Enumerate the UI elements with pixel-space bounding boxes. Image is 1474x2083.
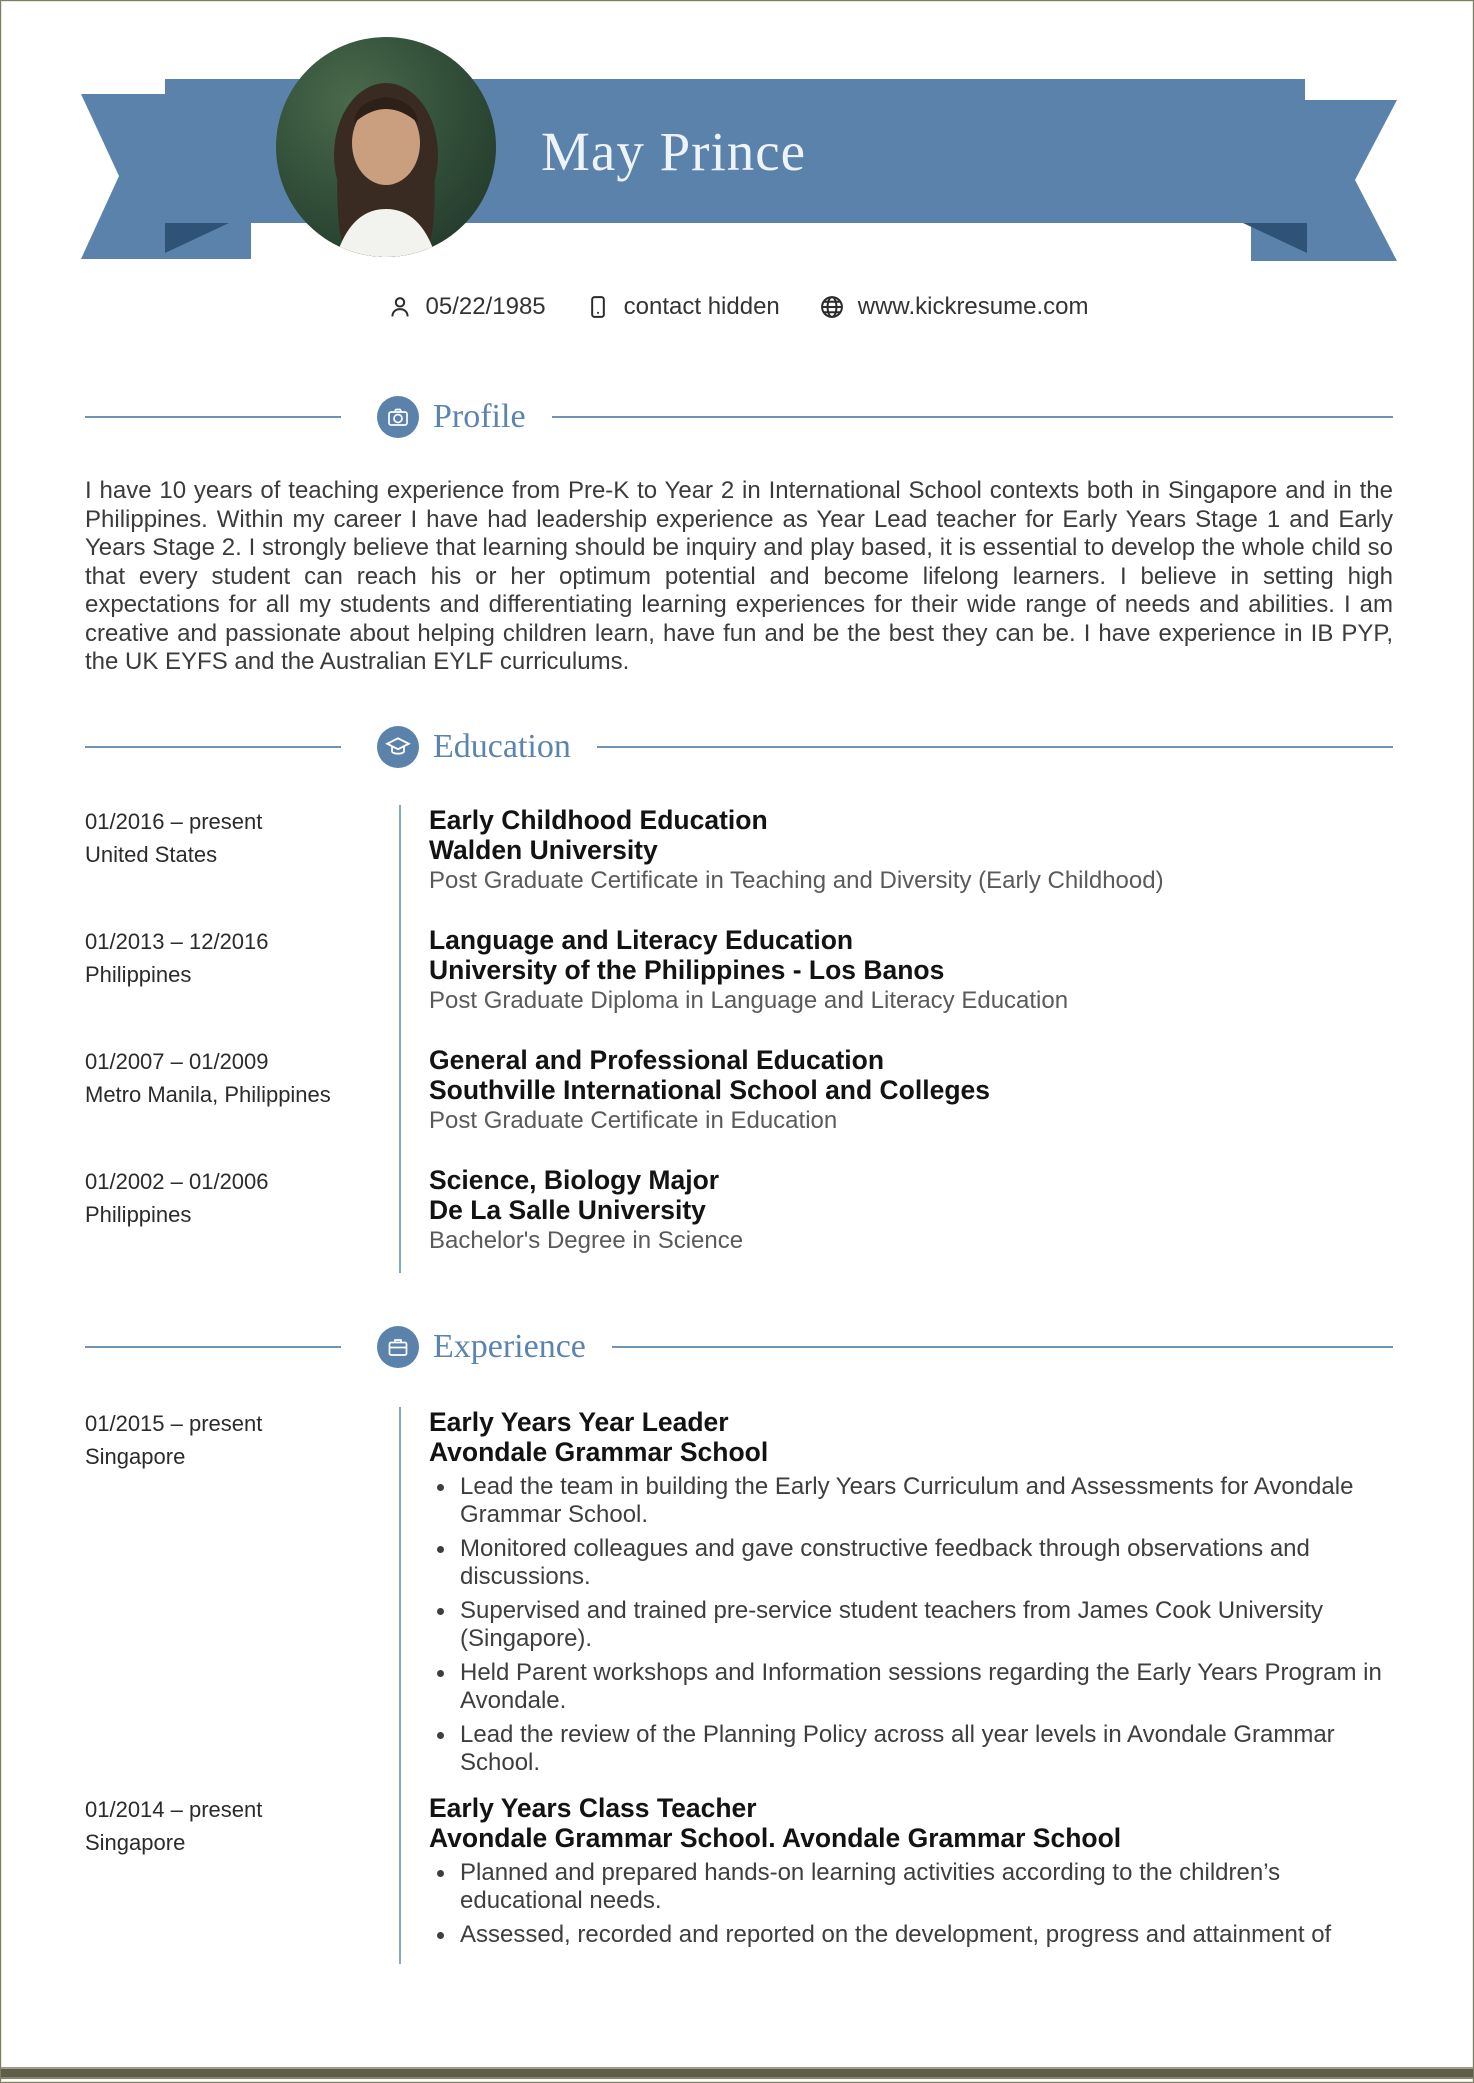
entry-location: Philippines — [85, 1201, 192, 1227]
experience-entry — [85, 1407, 1393, 1793]
education-entry — [85, 805, 1393, 925]
header-line-left — [85, 416, 341, 418]
briefcase-icon — [377, 1326, 419, 1368]
entry-period: 01/2015 – present — [85, 1410, 263, 1436]
graduation-cap-icon — [377, 726, 419, 768]
globe-icon — [818, 293, 846, 321]
entry-title: General and Professional Education — [429, 1044, 885, 1075]
candidate-name: May Prince — [541, 120, 807, 182]
entry-location: Philippines — [85, 961, 192, 987]
profile-section-header — [85, 393, 1393, 441]
education-entry — [85, 1165, 1393, 1273]
entry-period: 01/2014 – present — [85, 1796, 263, 1822]
profile-section-title: Profile — [433, 398, 526, 435]
entry-body — [399, 1407, 1393, 1793]
profile-summary: I have 10 years of teaching experience from Pre-K to Year 2 in International School contexts both in Singapore and in the Philippines. Within my career I have had leadership experience as Year Lead teacher for Early Years Stage 1 and Early Years Stage 2. I strongly believe that learning should be inquiry and play based, it is essential to develop the whole child so that every student can reach his or her optimum potential and become lifelong learners. I believe in setting high expectations for all my students and differentiating learning experiences for their wide range of needs and abilities. I am creative and passionate about helping children learn, have fun and be the best they can be. I have experience in IB PYP, the UK EYFS and the Australian EYLF curriculums. — [85, 477, 1393, 675]
experience-entries — [85, 1407, 1393, 1965]
entry-location: Singapore — [85, 1443, 186, 1469]
bullet-item: Lead the review of the Planning Policy across all year levels in Avondale Grammar School. — [429, 1721, 1393, 1778]
entry-meta — [85, 1045, 399, 1165]
bullet-item: Assessed, recorded and reported on the development, progress and attainment of — [429, 1921, 1393, 1950]
camera-icon — [377, 396, 419, 438]
birthdate-text: 05/22/1985 — [425, 293, 546, 320]
entry-description: Post Graduate Diploma in Language and Literacy Education — [429, 986, 1069, 1014]
entry-body — [399, 1045, 1393, 1165]
portrait-silhouette — [276, 37, 496, 257]
entry-meta — [85, 1793, 399, 1965]
entry-subtitle: Avondale Grammar School — [429, 1436, 769, 1467]
entry-subtitle: Walden University — [429, 834, 658, 865]
education-section-title: Education — [433, 727, 571, 765]
entry-subtitle: De La Salle University — [429, 1194, 706, 1225]
bullet-item: Monitored colleagues and gave constructive feedback through observations and discussions. — [429, 1535, 1393, 1592]
bullet-item: Planned and prepared hands-on learning activities according to the children’s educational needs. — [429, 1859, 1393, 1916]
entry-subtitle: Southville International School and Colleges — [429, 1074, 990, 1105]
entry-location: Metro Manila, Philippines — [85, 1081, 331, 1107]
phone-text: contact hidden — [623, 293, 780, 320]
entry-title: Science, Biology Major — [429, 1164, 720, 1195]
entry-meta — [85, 805, 399, 925]
header-line-right — [552, 416, 1393, 418]
entry-title: Early Years Year Leader — [429, 1406, 729, 1437]
entry-period: 01/2002 – 01/2006 — [85, 1168, 269, 1194]
entry-body — [399, 1165, 1393, 1273]
entry-meta — [85, 1165, 399, 1273]
experience-entry — [85, 1793, 1393, 1965]
entry-body — [399, 1793, 1393, 1965]
experience-section-title: Experience — [433, 1327, 586, 1365]
entry-subtitle: University of the Philippines - Los Banos — [429, 954, 945, 985]
header-line-left — [85, 746, 341, 748]
person-icon — [386, 293, 414, 321]
resume-content — [85, 369, 1393, 1964]
education-section-header — [85, 723, 1393, 771]
entry-title: Early Childhood Education — [429, 804, 768, 835]
entry-title: Early Years Class Teacher — [429, 1792, 757, 1823]
header-line-right — [597, 746, 1393, 748]
entry-location: United States — [85, 841, 218, 867]
contact-row — [1, 293, 1473, 321]
phone-icon — [584, 293, 612, 321]
bullet-item: Held Parent workshops and Information sessions regarding the Early Years Program in Avondale. — [429, 1659, 1393, 1716]
profile-photo — [276, 37, 496, 257]
website-link[interactable]: www.kickresume.com — [857, 293, 1089, 320]
bullet-item: Lead the team in building the Early Years Curriculum and Assessments for Avondale Grammar School. — [429, 1473, 1393, 1530]
experience-section-header — [85, 1323, 1393, 1371]
header-line-right — [612, 1346, 1393, 1348]
entry-title: Language and Literacy Education — [429, 924, 854, 955]
entry-period: 01/2013 – 12/2016 — [85, 928, 269, 954]
page-footer-strip — [1, 2067, 1473, 2079]
entry-period: 01/2016 – present — [85, 808, 263, 834]
entry-description: Bachelor's Degree in Science — [429, 1226, 744, 1254]
header-line-left — [85, 1346, 341, 1348]
entry-meta — [85, 1407, 399, 1793]
entry-bullet-list — [429, 1473, 1393, 1778]
entry-period: 01/2007 – 01/2009 — [85, 1048, 269, 1074]
website-item — [818, 293, 1089, 321]
entry-body — [399, 925, 1393, 1045]
entry-subtitle: Avondale Grammar School. Avondale Grammar School — [429, 1822, 1122, 1853]
bullet-item: Supervised and trained pre-service student teachers from James Cook University (Singapore). — [429, 1597, 1393, 1654]
education-entry — [85, 1045, 1393, 1165]
entry-description: Post Graduate Certificate in Education — [429, 1106, 838, 1134]
entry-bullet-list — [429, 1859, 1393, 1950]
education-entries — [85, 805, 1393, 1273]
birthdate-item — [386, 293, 546, 321]
entry-location: Singapore — [85, 1829, 186, 1855]
entry-description: Post Graduate Certificate in Teaching and Diversity (Early Childhood) — [429, 866, 1164, 894]
entry-meta — [85, 925, 399, 1045]
education-entry — [85, 925, 1393, 1045]
entry-body — [399, 805, 1393, 925]
phone-item — [584, 293, 780, 321]
